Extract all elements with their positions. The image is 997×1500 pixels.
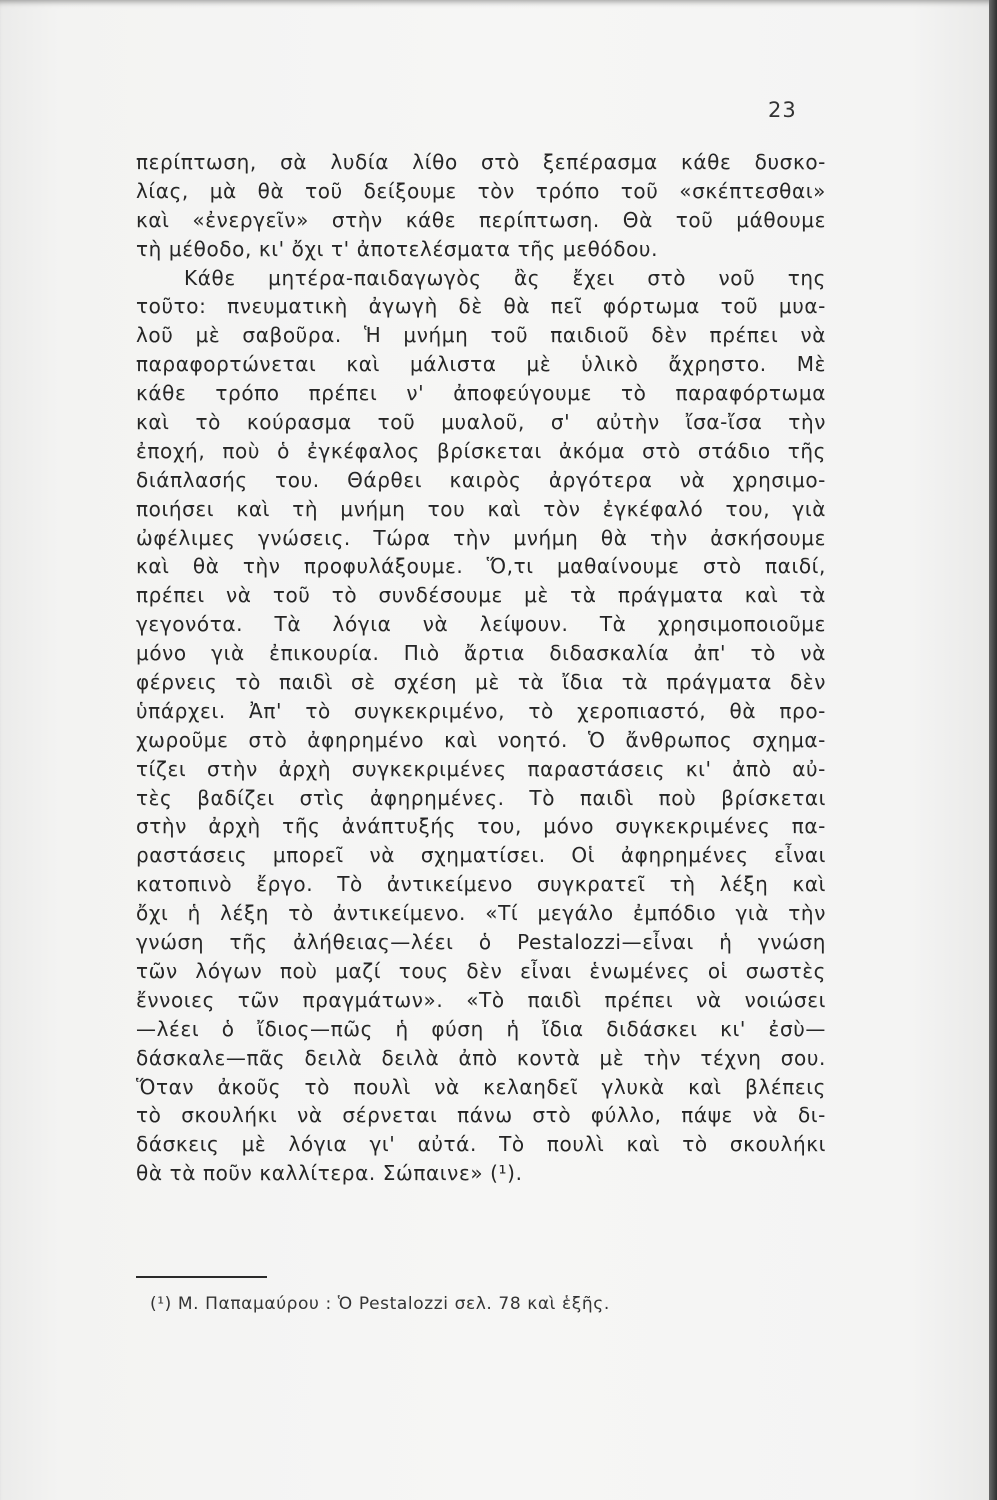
text-line: καὶ θὰ τὴν προφυλάξουμε. Ὅ,τι μαθαίνουμε στὸ παιδί,: [136, 554, 826, 579]
text-line: δάσκαλε—πᾶς δειλὰ δειλὰ ἀπὸ κοντὰ μὲ τὴν τέχνη σου.: [136, 1045, 826, 1070]
text-line: γεγονότα. Τὰ λόγια νὰ λείψουν. Τὰ χρησιμοποιοῦμε: [136, 612, 826, 637]
text-line: καὶ τὸ κούρασμα τοῦ μυαλοῦ, σ' αὐτὴν ἴσα-ἴσα τὴν: [136, 410, 826, 435]
text-line: λίας, μὰ θὰ τοῦ δείξουμε τὸν τρόπο τοῦ «σκέπτεσθαι»: [136, 178, 826, 203]
text-line: ὠφέλιμες γνώσεις. Τώρα τὴν μνήμη θὰ τὴν ἀσκήσουμε: [136, 525, 826, 550]
text-line: τὸ σκουλήκι νὰ σέρνεται πάνω στὸ φύλλο, πάψε νὰ δι-: [136, 1103, 826, 1128]
page-number: 23: [768, 98, 797, 122]
text-line: τὴ μέθοδο, κι' ὄχι τ' ἀποτελέσματα τῆς μεθόδου.: [136, 236, 659, 261]
text-line: γνώση τῆς ἀλήθειας—λέει ὁ Pestalozzi—εἶναι ἡ γνώση: [136, 930, 826, 955]
text-line: διάπλασής του. Θάρθει καιρὸς ἀργότερα νὰ χρησιμο-: [136, 467, 826, 492]
text-line: ἐποχή, ποὺ ὁ ἐγκέφαλος βρίσκεται ἀκόμα στὸ στάδιο τῆς: [136, 438, 826, 463]
text-line: χωροῦμε στὸ ἀφηρημένο καὶ νοητό. Ὁ ἄνθρωπος σχημα-: [136, 727, 826, 752]
text-line: Κάθε μητέρα-παιδαγωγὸς ἂς ἔχει στὸ νοῦ της: [184, 265, 826, 290]
text-line: λοῦ μὲ σαβοῦρα. Ἡ μνήμη τοῦ παιδιοῦ δὲν πρέπει νὰ: [136, 323, 826, 348]
text-line: κατοπινὸ ἔργο. Τὸ ἀντικείμενο συγκρατεῖ τὴ λέξη καὶ: [136, 872, 826, 897]
text-line: ἔννοιες τῶν πραγμάτων». «Τὸ παιδὶ πρέπει νὰ νοιώσει: [136, 987, 826, 1012]
text-line: δάσκεις μὲ λόγια γι' αὐτά. Τὸ πουλὶ καὶ τὸ σκουλήκι: [136, 1132, 826, 1157]
text-line: ραστάσεις μπορεῖ νὰ σχηματίσει. Οἱ ἀφηρημένες εἶναι: [136, 843, 826, 868]
text-line: τίζει στὴν ἀρχὴ συγκεκριμένες παραστάσεις κι' ἀπὸ αὐ-: [136, 756, 826, 781]
text-line: κάθε τρόπο πρέπει ν' ἀποφεύγουμε τὸ παραφόρτωμα: [136, 381, 826, 406]
text-line: καὶ «ἐνεργεῖν» στὴν κάθε περίπτωση. Θὰ τοῦ μάθουμε: [136, 207, 826, 232]
page-edge-shadow: [989, 0, 997, 1500]
footnote: (¹) Μ. Παπαμαύρου : Ὁ Pestalozzi σελ. 78 καὶ ἑξῆς.: [150, 1294, 610, 1314]
text-line: —λέει ὁ ἴδιος—πῶς ἡ φύση ἡ ἴδια διδάσκει κι' ἐσὺ—: [136, 1016, 826, 1041]
text-line: τὲς βαδίζει στὶς ἀφηρημένες. Τὸ παιδὶ ποὺ βρίσκεται: [136, 785, 826, 810]
text-line: φέρνεις τὸ παιδὶ σὲ σχέση μὲ τὰ ἴδια τὰ πράγματα δὲν: [136, 670, 826, 695]
text-line: ὄχι ἡ λέξη τὸ ἀντικείμενο. «Τί μεγάλο ἐμπόδιο γιὰ τὴν: [136, 901, 826, 926]
text-line: ὑπάρχει. Ἀπ' τὸ συγκεκριμένο, τὸ χεροπιαστό, θὰ προ-: [136, 698, 826, 723]
text-line: πρέπει νὰ τοῦ τὸ συνδέσουμε μὲ τὰ πράγματα καὶ τὰ: [136, 583, 826, 608]
text-line: θὰ τὰ ποῦν καλλίτερα. Σώπαινε» (¹).: [136, 1161, 523, 1186]
text-line: στὴν ἀρχὴ τῆς ἀνάπτυξής του, μόνο συγκεκριμένες πα-: [136, 814, 826, 839]
footnote-divider: [136, 1276, 267, 1278]
text-line: μόνο γιὰ ἐπικουρία. Πιὸ ἄρτια διδασκαλία ἀπ' τὸ νὰ: [136, 641, 826, 666]
text-line: ποιήσει καὶ τὴ μνήμη του καὶ τὸν ἐγκέφαλό του, γιὰ: [136, 496, 826, 521]
text-line: τοῦτο: πνευματικὴ ἀγωγὴ δὲ θὰ πεῖ φόρτωμα τοῦ μυα-: [136, 294, 826, 319]
text-line: παραφορτώνεται καὶ μάλιστα μὲ ὑλικὸ ἄχρηστο. Μὲ: [136, 352, 826, 377]
text-line: περίπτωση, σὰ λυδία λίθο στὸ ξεπέρασμα κάθε δυσκο-: [136, 150, 826, 174]
text-line: Ὅταν ἀκοῦς τὸ πουλὶ νὰ κελαηδεῖ γλυκὰ καὶ βλέπεις: [136, 1074, 826, 1099]
body-text: [136, 148, 826, 1188]
text-line: τῶν λόγων ποὺ μαζί τους δὲν εἶναι ἑνωμένες οἱ σωστὲς: [136, 958, 826, 983]
